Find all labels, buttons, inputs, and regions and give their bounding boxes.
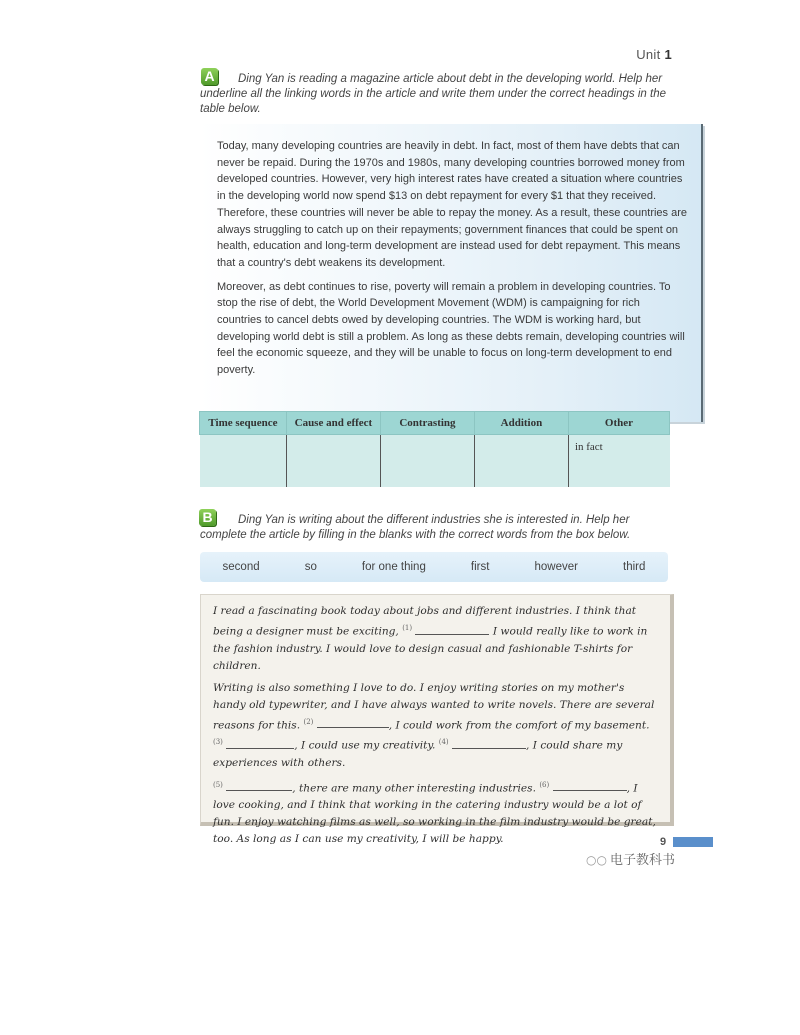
linking-words-table xyxy=(199,411,670,487)
word-box xyxy=(200,552,668,582)
header-other: Other xyxy=(568,412,669,435)
blank-1[interactable] xyxy=(415,624,489,635)
cell-addition[interactable] xyxy=(474,435,568,488)
essay-text: I love cooking, and I think that working in the catering industry would be a lot of fun. I enjoy watching films as well, so working in the film industry would be great, too. As long as I can use my creativity, I will be happy. xyxy=(213,782,656,846)
essay-text: I read a fascinating book today about jobs and different industries. I think that being a designer must be exciting, xyxy=(213,605,637,638)
blank-number-3: (3) xyxy=(213,738,223,747)
wechat-icon: ○○ xyxy=(586,853,607,867)
word-item: so xyxy=(304,561,317,573)
essay-text: , xyxy=(626,782,630,795)
essay-text: , I could work from the comfort of my basement. xyxy=(388,719,650,732)
watermark xyxy=(586,849,675,868)
word-item: for one thing xyxy=(361,561,426,573)
word-item: first xyxy=(470,561,490,573)
article-paragraph-1: Today, many developing countries are heavily in debt. In fact, most of them have debts that can never be repaid. During the 1970s and 1980s, many developing countries borrowed money from developed countries. However, very high interest rates have created a situation where countries in the developing world now spend $13 on debt repayment for every $1 that they received. Therefore, these countries will never be able to repay the money. As a result, these countries are always struggling to catch up on their repayments; government finances that could be spent on health, education and long-term development are instead used for debt repayment. This means that a country's debt weakens its development. xyxy=(217,140,687,269)
cell-time-sequence[interactable] xyxy=(200,435,287,488)
header-contrasting: Contrasting xyxy=(380,412,474,435)
section-a-instruction: Ding Yan is reading a magazine article about debt in the developing world. Help her underline all the linking words in the article and write them under the correct headings in the table below. xyxy=(200,73,667,115)
word-item: however xyxy=(534,561,578,573)
blank-number-6: (6) xyxy=(539,780,550,789)
unit-number: 1 xyxy=(664,47,672,62)
essay-text: I would really like to work in the fashion industry. I would love to design casual and fashionable T-shirts for children. xyxy=(213,625,648,672)
blank-number-5: (5) xyxy=(213,780,223,789)
cell-contrasting[interactable] xyxy=(380,435,474,488)
article-paragraph-2: Moreover, as debt continues to rise, poverty will remain a problem in developing countries. To stop the rise of debt, the World Development Movement (WDM) is campaigning for rich countries to cancel debts owed by developing countries. The WDM is working hard, but developing world debt is still a problem. As long as these debts remain, developing countries will feel the economic squeeze, and they will be unable to focus on long-term development to end poverty. xyxy=(217,280,685,377)
word-item: third xyxy=(623,561,646,573)
section-b-badge: B xyxy=(199,509,216,526)
cell-cause-effect[interactable] xyxy=(286,435,380,488)
header-cause-effect: Cause and effect xyxy=(286,412,380,435)
page-number: 9 xyxy=(660,836,667,848)
unit-header xyxy=(636,47,672,62)
header-time-sequence: Time sequence xyxy=(200,412,287,435)
essay-text: I could use my creativity. xyxy=(301,739,436,752)
blank-4[interactable] xyxy=(452,738,526,749)
header-addition: Addition xyxy=(474,412,568,435)
essay-paragraph-3 xyxy=(213,777,660,849)
essay-paragraph-2 xyxy=(213,680,660,772)
essay-card xyxy=(200,594,674,846)
table-row xyxy=(200,435,670,488)
table-header-row xyxy=(200,412,670,435)
unit-label: Unit xyxy=(636,47,661,62)
cell-other[interactable]: in fact xyxy=(568,435,669,488)
essay-text: Writing is also something I love to do. I enjoy writing stories on my mother's handy old typewriter, and I have always wanted to write novels. There are several reasons for this. xyxy=(213,681,655,732)
blank-5[interactable] xyxy=(226,780,292,791)
essay-text: , there are many other interesting industries. xyxy=(292,782,536,795)
essay-text: , xyxy=(294,739,298,752)
blank-number-4: (4) xyxy=(438,738,449,747)
page-number-bar xyxy=(673,837,713,847)
blank-3[interactable] xyxy=(226,738,294,749)
magazine-article xyxy=(200,124,703,422)
blank-2[interactable] xyxy=(317,717,389,728)
word-item: second xyxy=(222,561,260,573)
watermark-text: 电子教科书 xyxy=(609,853,675,868)
essay-text: , I could share my experiences with others. xyxy=(213,739,623,769)
blank-6[interactable] xyxy=(553,780,627,791)
blank-number-1: (1) xyxy=(402,624,413,632)
essay-paragraph-1 xyxy=(213,603,660,675)
blank-number-2: (2) xyxy=(303,717,314,726)
section-a-badge: A xyxy=(201,68,218,85)
section-b-instruction: Ding Yan is writing about the different industries she is interested in. Help her complete the article by filling in the blanks with the correct words from the box below. xyxy=(200,514,631,541)
